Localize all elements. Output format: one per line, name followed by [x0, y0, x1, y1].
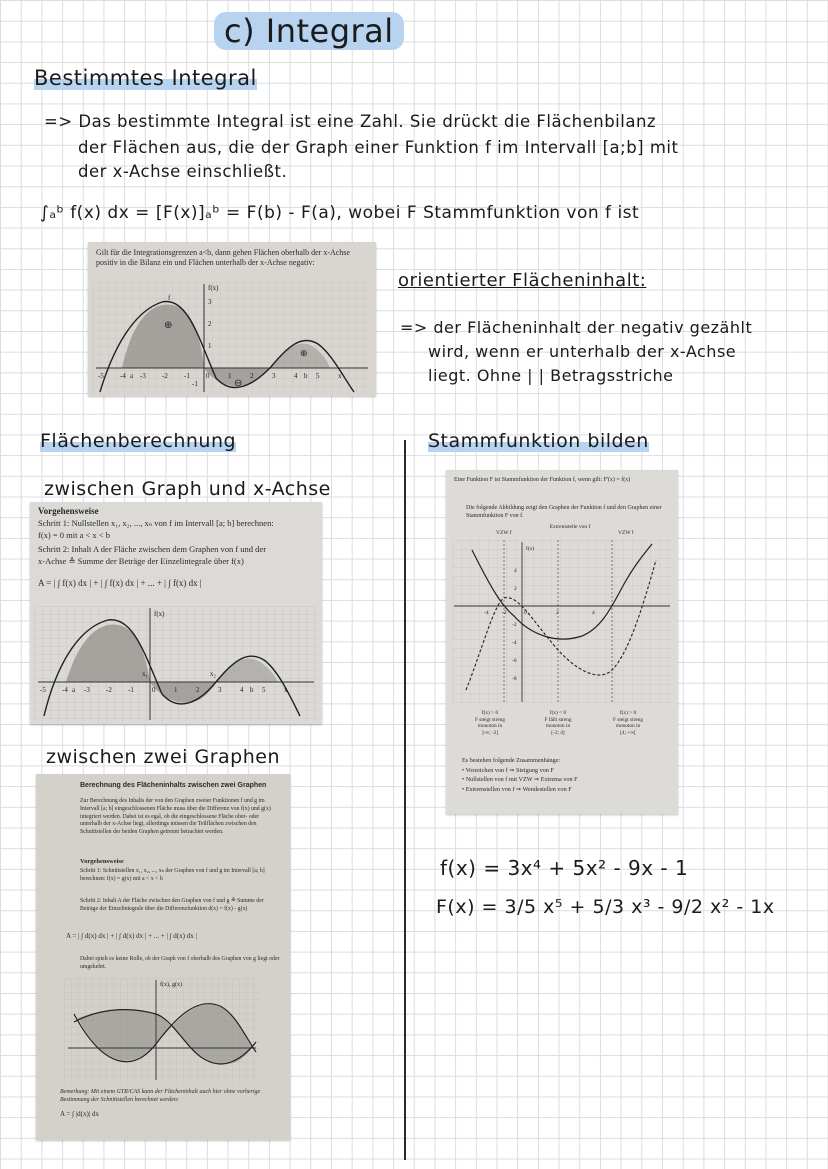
definition-line-2: der Flächen aus, die der Graph einer Funktion f im Intervall [a;b] mit [78, 138, 679, 157]
photo2-x2: x₂ [210, 670, 216, 678]
photo4-relations [462, 756, 672, 794]
oriented-line-2: wird, wenn er unterhalb der x-Achse [428, 342, 737, 361]
photo-area-between-graph-axis [30, 502, 322, 724]
photo1-xtick: 3 [272, 372, 276, 380]
photo2-step1b: f(x) = 0 mit a < x < b [38, 530, 110, 540]
photo4-box2-line: [-2; 4] [551, 729, 565, 736]
photo2-xtick: 5 [262, 686, 266, 694]
area-sub-two-graphs: zwischen zwei Graphen [46, 746, 280, 768]
photo1-xtick: -3 [140, 372, 146, 380]
example-function: f(x) = 3x⁴ + 5x² - 9x - 1 [440, 856, 689, 880]
photo2-xtick: a [72, 686, 76, 694]
photo4-ytick: -4 [512, 640, 517, 646]
photo3-graph [64, 978, 260, 1082]
photo1-minus: ⊖ [234, 378, 243, 389]
photo1-xtick: -1 [184, 372, 190, 380]
photo1-flabel: f [168, 294, 171, 302]
page-title: c) Integral [214, 12, 404, 50]
photo1-ylabel: f(x) [208, 284, 219, 292]
photo-antiderivative [446, 470, 678, 814]
photo1-graph [92, 282, 372, 394]
photo4-box1-line: monoton in [477, 723, 503, 729]
photo1-plus: ⊕ [164, 320, 173, 331]
photo4-box3-line: [4; +∞[ [620, 729, 636, 736]
photo2-formula: A = | ∫ f(x) dx | + | ∫ f(x) dx | + ... + | ∫ f(x) dx | [38, 578, 202, 588]
photo3-step1: Schritt 1: Schnittstellen x₁, x₂, ..., xₙ der Graphen von f und g im Intervall [a; b] berechnen: f(x) = g(x) mit a < x < b [80, 868, 265, 882]
photo4-graph [452, 540, 672, 704]
photo4-ytick: -2 [512, 622, 517, 628]
example-antiderivative: F(x) = 3/5 x⁵ + 5/3 x³ - 9/2 x² - 1x [436, 896, 775, 918]
photo4-ylabel: f(x) [526, 546, 535, 552]
photo1-text: Gilt für die Integrationsgrenzen a<b, dann gehen Flächen oberhalb der x-Achse positiv in die Bilanz ein und Flächen unterhalb der x-Achse negativ: [96, 248, 350, 267]
photo2-xtick: 4 [240, 686, 244, 694]
photo4-ytick: -6 [512, 658, 517, 664]
photo4-col1: VZW f [496, 530, 512, 536]
photo4-xtick: 0 [524, 610, 527, 616]
photo3-remark-formula: A = ∫ |d(x)| dx [60, 1110, 99, 1118]
photo1-xtick: b [304, 372, 308, 380]
photo3-vh: Vorgehensweise [80, 858, 124, 865]
area-sub-graph-xaxis: zwischen Graph und x-Achse [44, 478, 331, 500]
photo4-relation: • Vorzeichen von f ⇒ Steigung von F [462, 766, 554, 774]
photo4-relation: • Nullstellen von f mit VZW ⇒ Extrema von F [462, 776, 578, 783]
photo1-ytick: 2 [208, 320, 212, 328]
photo4-box3-line: f(x) > 0 [619, 710, 637, 716]
photo4-xtick: 2 [556, 610, 559, 616]
integral-formula: ∫ₐᵇ f(x) dx = [F(x)]ₐᵇ = F(b) - F(a), wobei F Stammfunktion von f ist [40, 203, 640, 223]
photo1-xtick: 4 [294, 372, 298, 380]
photo2-step1: Schritt 1: Nullstellen x₁, x₂, ..., xₙ von f im Intervall [a; b] berechnen: [38, 518, 274, 528]
photo2-graph [34, 606, 318, 722]
definition-line-3: der x-Achse einschließt. [78, 162, 288, 181]
photo3-remark: Bemerkung: Mit einem GTR/CAS kann der Flächeninhalt auch hier ohne vorherige Bestimmung der Schnittstellen berechnet werden: [60, 1089, 261, 1103]
area-heading: Flächenberechnung [40, 430, 237, 452]
photo2-xtick: 3 [218, 686, 222, 694]
photo4-ytick: -8 [512, 676, 517, 682]
photo4-box3-line: F steigt streng [612, 716, 643, 723]
photo4-box3-line: monoton in [615, 723, 641, 729]
photo1-xtick: -4 [120, 372, 126, 380]
photo4-col2: Extremstelle von f [549, 524, 591, 530]
photo4-relation: • Extremstellen von f ⇒ Wendestellen von F [462, 785, 572, 793]
photo3-ylabel: f(x), g(x) [160, 982, 182, 988]
photo4-box2-line: f(x) < 0 [549, 710, 567, 716]
photo2-xtick: -2 [106, 686, 112, 694]
photo1-ytick: 3 [208, 298, 212, 306]
photo4-box1-line: f(x) > 0 [481, 710, 499, 716]
photo1-xtick: -2 [162, 372, 168, 380]
column-divider [404, 440, 406, 1160]
photo4-box2 [528, 710, 588, 736]
section-heading-bestimmtes-integral: Bestimmtes Integral [34, 66, 257, 90]
photo1-xtick: 0 [206, 372, 210, 380]
photo4-box1-line: F steigt streng [474, 716, 505, 723]
photo1-xtick: x [338, 372, 342, 380]
photo4-intro: Die folgende Abbildung zeigt den Graphen der Funktion f und den Graphen einer Stammfunktion F von f. [466, 505, 662, 519]
photo2-xtick: x [284, 686, 288, 694]
photo2-xtick: -5 [40, 686, 46, 694]
photo-oriented-area [88, 242, 376, 396]
photo2-xtick: -3 [84, 686, 90, 694]
photo2-step2: Schritt 2: Inhalt A der Fläche zwischen dem Graphen von f und der [38, 544, 267, 554]
photo4-relations-intro: Es bestehen folgende Zusammenhänge: [462, 757, 561, 764]
oriented-line-1: => der Flächeninhalt der negativ gezählt [400, 318, 753, 337]
photo2-x1: x₁ [142, 670, 148, 678]
photo2-xtick: b [250, 686, 254, 694]
photo3-title: Berechnung des Flächeninhalts zwischen zwei Graphen [80, 782, 267, 789]
photo4-box1-line: ]-∞; -2] [481, 729, 499, 736]
photo3-para: Zur Berechnung des Inhalts der von den Graphen zweier Funktionen f und g im Intervall [a; b] eingeschlossenen Fläche muss über die Differenz von f(x) und g(x) integriert werden. Dabei ist es egal, ob die eingeschlossene Fläche ober- oder unterhalb der x-Achse liegt, allerdings müssen die Teilflächen zwischen den Schnittstellen der beiden Graphen getrennt betrachtet werden. [80, 798, 271, 836]
photo1-xtick: 1 [228, 372, 232, 380]
photo4-box3 [596, 710, 660, 736]
photo2-step2b: x-Achse ≙ Summe der Beträge der Einzelintegrale über f(x) [38, 556, 244, 566]
photo1-ytick: -1 [192, 380, 198, 388]
photo1-xtick: 5 [316, 372, 320, 380]
photo1-xtick: 2 [250, 372, 254, 380]
photo2-xtick: 2 [196, 686, 200, 694]
oriented-line-3: liegt. Ohne | | Betragsstriche [428, 366, 674, 385]
photo1-xtick: -5 [98, 372, 104, 380]
photo2-xtick: 1 [174, 686, 178, 694]
photo2-xtick: -4 [62, 686, 68, 694]
photo4-ytick: 4 [514, 568, 517, 574]
photo3-formula: A = | ∫ d(x) dx | + | ∫ d(x) dx | + ... + | ∫ d(x) dx | [66, 932, 197, 940]
oriented-heading: orientierter Flächeninhalt: [398, 270, 647, 291]
photo4-ytick: 2 [514, 586, 517, 592]
photo2-title: Vorgehensweise [38, 506, 99, 516]
photo4-box2-line: monoton in [545, 723, 571, 729]
photo2-ylabel: f(x) [154, 610, 165, 618]
photo4-def: Eine Funktion F ist Stammfunktion der Funktion f, wenn gilt: F'(x) = f(x) [454, 477, 631, 483]
photo4-xtick: -2 [502, 610, 507, 616]
photo2-xtick: -1 [128, 686, 134, 694]
stamm-heading: Stammfunktion bilden [428, 430, 649, 452]
photo1-xtick: a [130, 372, 134, 380]
photo4-xtick: 4 [592, 610, 595, 616]
photo2-xtick: 0 [152, 686, 156, 694]
photo4-xtick: -4 [484, 610, 489, 616]
photo-area-between-two-graphs [36, 774, 290, 1140]
photo1-ytick: 1 [208, 342, 212, 350]
photo4-box1 [460, 710, 520, 736]
photo3-note: Dabei spielt es keine Rolle, ob der Graph von f oberhalb des Graphen von g liegt oder umgekehrt. [80, 956, 280, 970]
definition-line-1: => Das bestimmte Integral ist eine Zahl. Sie drückt die Flächenbilanz [44, 112, 657, 131]
photo1-plus-2: ⊕ [300, 349, 308, 359]
photo4-col3: VZW f [618, 530, 634, 536]
photo4-box2-line: F fällt streng [544, 716, 572, 723]
photo3-step2: Schritt 2: Inhalt A der Fläche zwischen den Graphen von f und g ≙ Summe der Beträge der Einzelintegrale über die Differenzfunktion d(x) = f(x) - g(x) [80, 898, 264, 912]
